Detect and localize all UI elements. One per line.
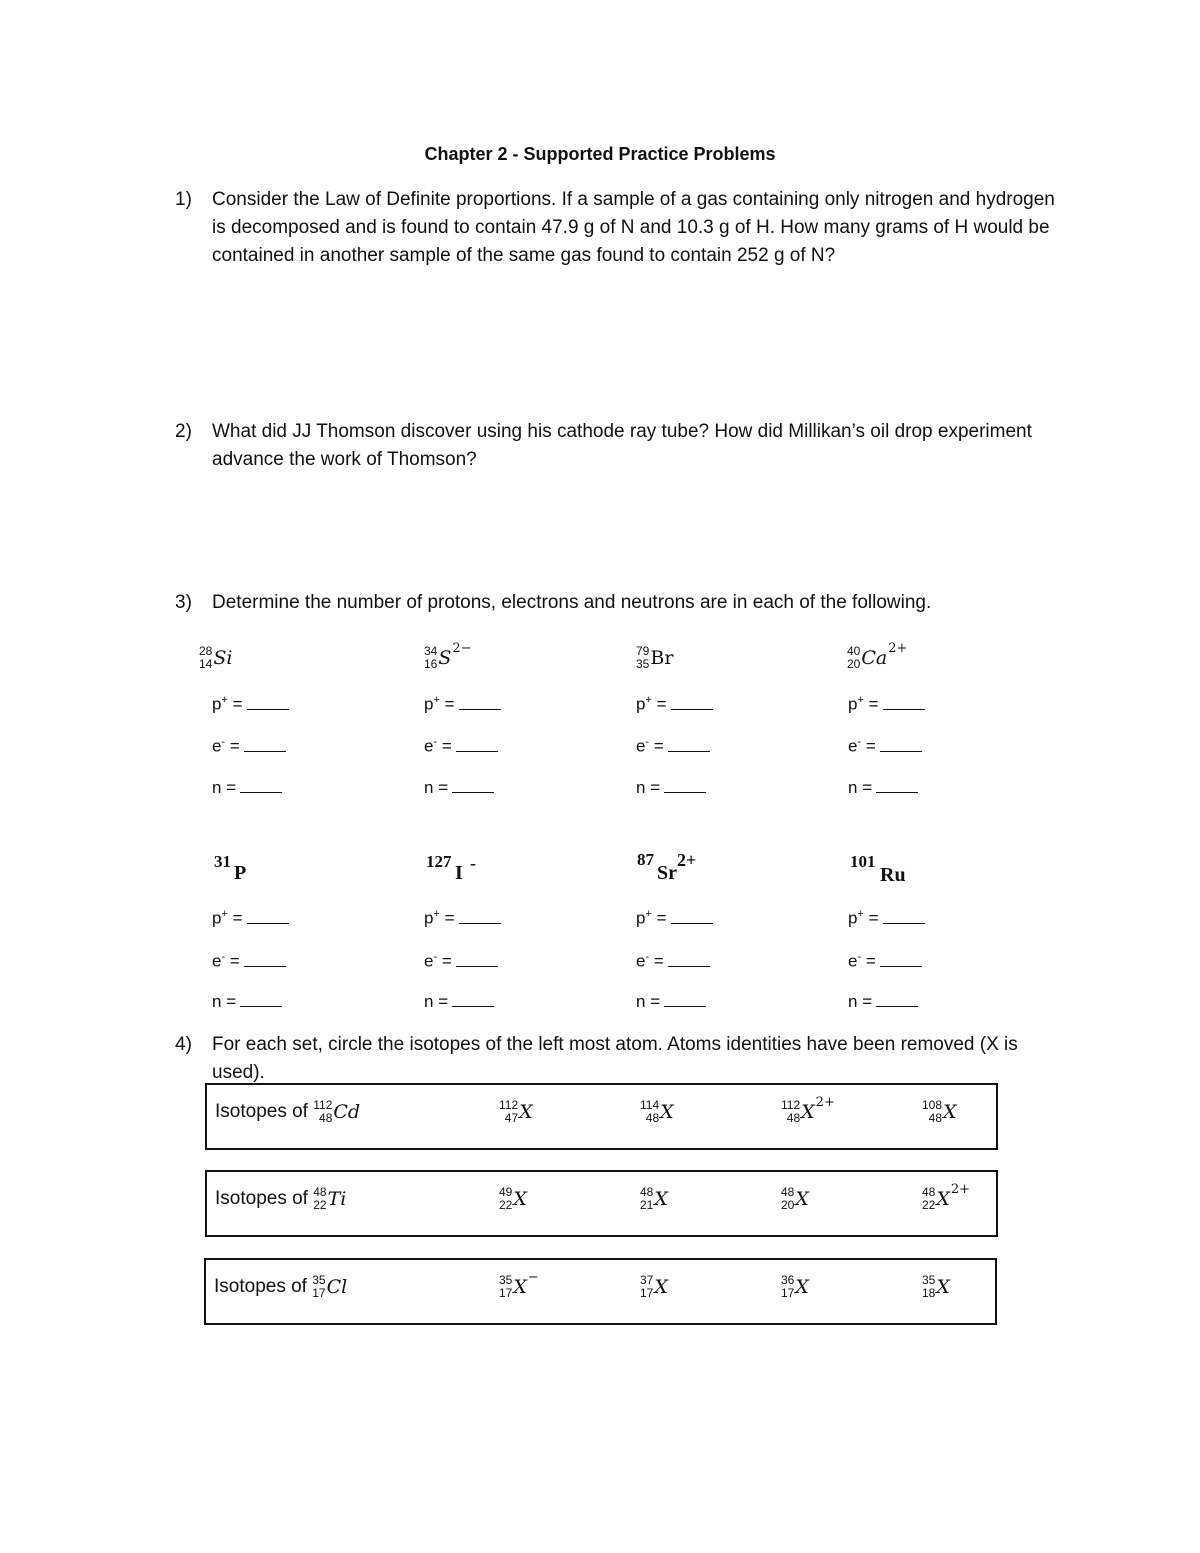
isotope-option-3[interactable]: 36 17 X bbox=[781, 1273, 809, 1300]
isotope-option-2[interactable]: 114 48 X bbox=[640, 1098, 674, 1125]
row2-col3-p-blank[interactable]: p+ = bbox=[636, 908, 713, 929]
question-2-text: What did JJ Thomson discover using his cathode ray tube? How did Millikan’s oil drop experiment advance the work of Thomson? bbox=[212, 421, 1032, 470]
isotope-option-2[interactable]: 37 17 X bbox=[640, 1273, 668, 1300]
atom-i-127: 127 I - bbox=[426, 852, 476, 884]
atom-sr-87: 87 Sr 2+ bbox=[637, 850, 697, 884]
question-3-text: Determine the number of protons, electrons and neutrons are in each of the following. bbox=[212, 592, 932, 613]
isotope-set-label: Isotopes of 35 17 Cl bbox=[214, 1273, 348, 1300]
row1-col4-p-blank[interactable]: p+ = bbox=[848, 694, 925, 715]
isotope-set-3 bbox=[204, 1258, 997, 1325]
row1-col3-p-blank[interactable]: p+ = bbox=[636, 694, 713, 715]
question-2-number: 2) bbox=[175, 421, 192, 442]
row1-col3-e-blank[interactable]: e- = bbox=[636, 736, 710, 757]
row1-col1-n-blank[interactable]: n = bbox=[212, 778, 282, 798]
atom-br-79: 79 35 Br bbox=[636, 644, 674, 671]
page-title: Chapter 2 - Supported Practice Problems bbox=[424, 144, 776, 164]
row1-col1-p-blank[interactable]: p+ = bbox=[212, 694, 289, 715]
isotope-set-1 bbox=[205, 1083, 998, 1150]
row1-col1-e-blank[interactable]: e- = bbox=[212, 736, 286, 757]
isotope-set-label: Isotopes of 48 22 Ti bbox=[215, 1185, 347, 1212]
question-1-text: Consider the Law of Definite proportions. If a sample of a gas containing only nitrogen and hydrogen is decomposed and is found to contain 47.9 g of N and 10.3 g of H. How many grams of H would be contained in another sample of the same gas found to contain 252 g of N? bbox=[212, 189, 1055, 266]
isotope-option-1[interactable]: 35 17 X − bbox=[499, 1270, 539, 1300]
isotope-option-4[interactable]: 48 22 X 2+ bbox=[922, 1182, 971, 1212]
isotope-set-label: Isotopes of 112 48 Cd bbox=[215, 1098, 361, 1125]
question-1-number: 1) bbox=[175, 189, 192, 210]
row2-col2-e-blank[interactable]: e- = bbox=[424, 951, 498, 972]
row1-col2-e-blank[interactable]: e- = bbox=[424, 736, 498, 757]
row2-col4-p-blank[interactable]: p+ = bbox=[848, 908, 925, 929]
row2-col1-e-blank[interactable]: e- = bbox=[212, 951, 286, 972]
row2-col4-e-blank[interactable]: e- = bbox=[848, 951, 922, 972]
atom-s-34: 34 16 S 2− bbox=[424, 641, 472, 671]
isotope-option-1[interactable]: 49 22 X bbox=[499, 1185, 527, 1212]
row2-col2-p-blank[interactable]: p+ = bbox=[424, 908, 501, 929]
question-4-text: For each set, circle the isotopes of the left most atom. Atoms identities have been removed (X is used). bbox=[212, 1034, 1018, 1083]
isotope-option-3[interactable]: 48 20 X bbox=[781, 1185, 809, 1212]
atom-ca-40: 40 20 Ca 2+ bbox=[847, 641, 908, 671]
row1-col2-n-blank[interactable]: n = bbox=[424, 778, 494, 798]
row1-col4-n-blank[interactable]: n = bbox=[848, 778, 918, 798]
row2-col3-n-blank[interactable]: n = bbox=[636, 992, 706, 1012]
row2-col1-p-blank[interactable]: p+ = bbox=[212, 908, 289, 929]
isotope-option-4[interactable]: 35 18 X bbox=[922, 1273, 950, 1300]
isotope-option-2[interactable]: 48 21 X bbox=[640, 1185, 668, 1212]
row1-col4-e-blank[interactable]: e- = bbox=[848, 736, 922, 757]
question-4-number: 4) bbox=[175, 1034, 192, 1055]
atom-si-28: 28 14 Si bbox=[199, 644, 233, 671]
atom-ru-101: 101 Ru bbox=[850, 852, 906, 886]
row2-col2-n-blank[interactable]: n = bbox=[424, 992, 494, 1012]
row1-col2-p-blank[interactable]: p+ = bbox=[424, 694, 501, 715]
isotope-set-2 bbox=[205, 1170, 998, 1237]
isotope-option-3[interactable]: 112 48 X 2+ bbox=[781, 1095, 835, 1125]
row2-col4-n-blank[interactable]: n = bbox=[848, 992, 918, 1012]
isotope-option-4[interactable]: 108 48 X bbox=[922, 1098, 957, 1125]
question-3-number: 3) bbox=[175, 592, 192, 613]
atom-p-31: 31 P bbox=[214, 852, 247, 884]
row2-col1-n-blank[interactable]: n = bbox=[212, 992, 282, 1012]
isotope-option-1[interactable]: 112 47 X bbox=[499, 1098, 533, 1125]
row1-col3-n-blank[interactable]: n = bbox=[636, 778, 706, 798]
row2-col3-e-blank[interactable]: e- = bbox=[636, 951, 710, 972]
